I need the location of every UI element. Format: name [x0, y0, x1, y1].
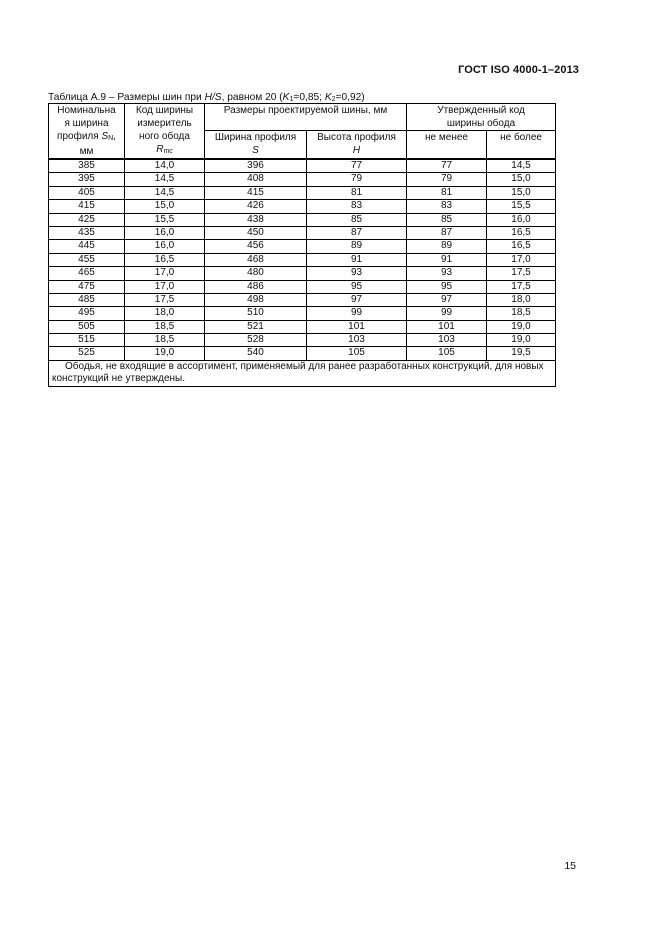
caption-k1-subscript: 1 — [289, 96, 294, 103]
tire-size-table — [48, 103, 556, 387]
header-rim-code-symbol: R — [156, 144, 164, 155]
cell-min: 79 — [407, 173, 487, 186]
cell-height: 105 — [307, 347, 407, 360]
caption-k2-subscript: 2 — [331, 96, 336, 103]
cell-width: 498 — [205, 293, 307, 306]
cell-rim-code: 14,5 — [125, 173, 205, 186]
caption-ratio-symbol: H/S — [204, 92, 222, 103]
cell-height: 97 — [307, 293, 407, 306]
header-rim-code-symbol-line — [125, 143, 204, 158]
caption-k1-value: =0,85; — [293, 92, 325, 103]
header-rim-code-subscript: mc — [163, 148, 173, 155]
table-row — [49, 186, 556, 199]
cell-nominal: 445 — [49, 240, 125, 253]
cell-rim-code: 18,5 — [125, 320, 205, 333]
cell-nominal: 465 — [49, 267, 125, 280]
header-rim-code-line-2: измеритель — [137, 118, 192, 129]
cell-width: 426 — [205, 200, 307, 213]
cell-nominal: 425 — [49, 213, 125, 226]
cell-max: 15,0 — [487, 186, 556, 199]
header-approved-rim-code — [407, 104, 556, 131]
cell-nominal: 505 — [49, 320, 125, 333]
caption-k1-symbol: K — [282, 92, 290, 103]
header-profile-width-symbol: S — [252, 145, 259, 157]
table-header-row-1 — [49, 104, 556, 131]
cell-height: 81 — [307, 186, 407, 199]
cell-width: 480 — [205, 267, 307, 280]
table-row — [49, 253, 556, 266]
cell-max: 16,5 — [487, 226, 556, 239]
cell-nominal: 475 — [49, 280, 125, 293]
cell-width: 528 — [205, 334, 307, 347]
cell-max: 19,0 — [487, 320, 556, 333]
header-approved-rim-code-line-1: Утвержденный код — [437, 105, 525, 116]
cell-nominal: 395 — [49, 173, 125, 186]
header-rim-code — [125, 104, 205, 160]
caption-prefix: Таблица А.9 – Размеры шин при — [48, 92, 205, 103]
page-number: 15 — [564, 860, 576, 872]
cell-max: 19,5 — [487, 347, 556, 360]
cell-rim-code: 16,0 — [125, 240, 205, 253]
cell-rim-code: 15,5 — [125, 213, 205, 226]
cell-min: 87 — [407, 226, 487, 239]
cell-max: 14,5 — [487, 159, 556, 173]
cell-nominal: 495 — [49, 307, 125, 320]
cell-max: 15,0 — [487, 173, 556, 186]
cell-rim-code: 18,5 — [125, 334, 205, 347]
cell-height: 85 — [307, 213, 407, 226]
table-row — [49, 240, 556, 253]
header-nominal-width-suffix: , — [113, 131, 116, 142]
cell-width: 540 — [205, 347, 307, 360]
note-text: Ободья, не входящие в ассортимент, применяемый для ранее разработанных конструкций, для новых конструкций не утверждены. — [52, 360, 544, 385]
cell-width: 486 — [205, 280, 307, 293]
cell-width: 450 — [205, 226, 307, 239]
cell-width: 396 — [205, 159, 307, 173]
cell-nominal: 435 — [49, 226, 125, 239]
cell-nominal: 415 — [49, 200, 125, 213]
cell-rim-code: 17,5 — [125, 293, 205, 306]
cell-rim-code: 17,0 — [125, 267, 205, 280]
cell-height: 91 — [307, 253, 407, 266]
table-row — [49, 213, 556, 226]
cell-width: 415 — [205, 186, 307, 199]
cell-min: 95 — [407, 280, 487, 293]
cell-min: 91 — [407, 253, 487, 266]
header-nominal-width — [49, 104, 125, 160]
cell-rim-code: 17,0 — [125, 280, 205, 293]
cell-nominal: 525 — [49, 347, 125, 360]
cell-nominal: 405 — [49, 186, 125, 199]
cell-height: 89 — [307, 240, 407, 253]
header-profile-height — [307, 131, 407, 159]
cell-width: 510 — [205, 307, 307, 320]
cell-max: 18,0 — [487, 293, 556, 306]
header-nominal-width-line-2: я ширина — [64, 118, 109, 129]
table-note-row — [49, 360, 556, 386]
header-nominal-width-unit: мм — [79, 146, 94, 157]
cell-min: 99 — [407, 307, 487, 320]
header-design-dimensions: Размеры проектируемой шины, мм — [205, 104, 407, 131]
cell-height: 93 — [307, 267, 407, 280]
header-rim-code-line-3: ного обода — [139, 131, 190, 142]
cell-max: 19,0 — [487, 334, 556, 347]
cell-width: 521 — [205, 320, 307, 333]
caption-middle: , равном 20 ( — [221, 92, 283, 103]
cell-height: 101 — [307, 320, 407, 333]
table-row — [49, 159, 556, 173]
cell-min: 93 — [407, 267, 487, 280]
cell-max: 16,0 — [487, 213, 556, 226]
cell-width: 468 — [205, 253, 307, 266]
cell-max: 17,0 — [487, 253, 556, 266]
header-nominal-width-line-3 — [49, 130, 124, 145]
cell-nominal: 455 — [49, 253, 125, 266]
cell-max: 15,5 — [487, 200, 556, 213]
cell-width: 438 — [205, 213, 307, 226]
cell-min: 101 — [407, 320, 487, 333]
cell-nominal: 485 — [49, 293, 125, 306]
cell-min: 97 — [407, 293, 487, 306]
header-nominal-width-prefix: профиля — [57, 131, 102, 142]
table-row — [49, 280, 556, 293]
table-row — [49, 334, 556, 347]
cell-min: 83 — [407, 200, 487, 213]
table-row — [49, 226, 556, 239]
header-min: не менее — [407, 131, 487, 159]
table-row — [49, 267, 556, 280]
table-row — [49, 293, 556, 306]
cell-max: 16,5 — [487, 240, 556, 253]
cell-nominal: 385 — [49, 159, 125, 173]
cell-nominal: 515 — [49, 334, 125, 347]
cell-rim-code: 14,0 — [125, 159, 205, 173]
header-nominal-width-subscript: N — [108, 135, 114, 142]
cell-height: 79 — [307, 173, 407, 186]
cell-min: 81 — [407, 186, 487, 199]
header-nominal-width-line-1: Номинальна — [57, 105, 116, 116]
cell-height: 77 — [307, 159, 407, 173]
cell-max: 17,5 — [487, 280, 556, 293]
cell-rim-code: 16,5 — [125, 253, 205, 266]
cell-height: 87 — [307, 226, 407, 239]
table-row — [49, 200, 556, 213]
caption-k2-value: =0,92) — [335, 92, 365, 103]
header-rim-code-line-1: Код ширины — [135, 105, 194, 116]
cell-height: 103 — [307, 334, 407, 347]
header-profile-width-label: Ширина профиля — [214, 132, 297, 144]
table-note — [49, 360, 556, 386]
header-profile-height-label: Высота профиля — [317, 132, 396, 144]
header-approved-rim-code-line-2: ширины обода — [446, 118, 516, 129]
cell-rim-code: 14,5 — [125, 186, 205, 199]
cell-width: 408 — [205, 173, 307, 186]
cell-min: 105 — [407, 347, 487, 360]
cell-rim-code: 16,0 — [125, 226, 205, 239]
table-row — [49, 307, 556, 320]
cell-max: 17,5 — [487, 267, 556, 280]
table-row — [49, 320, 556, 333]
cell-height: 99 — [307, 307, 407, 320]
cell-rim-code: 19,0 — [125, 347, 205, 360]
standard-header: ГОСТ ISO 4000-1–2013 — [458, 64, 579, 76]
cell-rim-code: 18,0 — [125, 307, 205, 320]
cell-width: 456 — [205, 240, 307, 253]
cell-rim-code: 15,0 — [125, 200, 205, 213]
header-profile-width — [205, 131, 307, 159]
tire-size-table-container — [48, 103, 555, 387]
header-nominal-width-symbol: S — [101, 131, 109, 142]
table-row — [49, 347, 556, 360]
cell-min: 77 — [407, 159, 487, 173]
header-profile-height-symbol: H — [352, 145, 361, 157]
cell-min: 89 — [407, 240, 487, 253]
cell-height: 83 — [307, 200, 407, 213]
cell-min: 103 — [407, 334, 487, 347]
cell-height: 95 — [307, 280, 407, 293]
header-max: не более — [487, 131, 556, 159]
cell-max: 18,5 — [487, 307, 556, 320]
table-row — [49, 173, 556, 186]
caption-k2-symbol: K — [324, 92, 332, 103]
cell-min: 85 — [407, 213, 487, 226]
